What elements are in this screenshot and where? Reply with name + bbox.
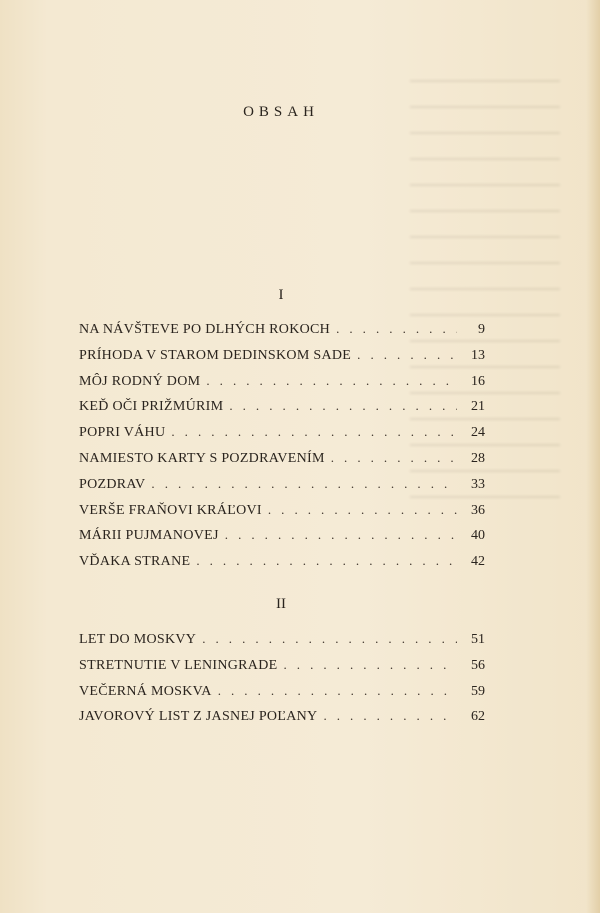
- toc-entry-title: STRETNUTIE V LENINGRADE: [79, 657, 278, 673]
- toc-entry-page: 28: [471, 450, 485, 466]
- toc-entry-page: 9: [478, 322, 485, 337]
- toc-entry: [79, 476, 485, 502]
- toc-entry: [79, 502, 485, 528]
- toc-entry-title: MÁRII PUJMANOVEJ: [79, 528, 219, 544]
- toc-entry-title: POZDRAV: [79, 476, 146, 492]
- toc-entry: [79, 631, 485, 657]
- leader-dots: [218, 683, 457, 699]
- toc-entry-title: MÔJ RODNÝ DOM: [79, 373, 201, 389]
- toc-entry-title: VERŠE FRAŇOVI KRÁĽOVI: [79, 502, 262, 518]
- leader-dots: [336, 321, 457, 337]
- toc-entry: [79, 683, 485, 709]
- toc-entry-title: PRÍHODA V STAROM DEDINSKOM SADE: [79, 347, 352, 363]
- toc-entry: [79, 450, 485, 476]
- page-edge-shadow: [586, 0, 600, 913]
- section-heading-1: I: [278, 287, 284, 303]
- toc-entry: [79, 553, 485, 579]
- leader-dots: [225, 527, 457, 543]
- toc-entry-title: VEČERNÁ MOSKVA: [79, 683, 212, 699]
- toc-entry-page: 56: [471, 657, 485, 673]
- toc-entry: [79, 347, 485, 373]
- toc-entry-title: VĎAKA STRANE: [79, 554, 191, 570]
- toc-entry-page: 42: [471, 554, 485, 570]
- toc-entry: [79, 708, 485, 734]
- toc-entry: [79, 527, 485, 553]
- leader-dots: [202, 631, 457, 647]
- page-title: OBSAH: [243, 104, 319, 120]
- toc-entry: [79, 321, 485, 347]
- toc-entry-title: LET DO MOSKVY: [79, 632, 197, 647]
- section-heading-2: II: [276, 596, 286, 612]
- toc-entry-page: 62: [471, 709, 485, 725]
- leader-dots: [206, 373, 457, 389]
- toc-entry-title: KEĎ OČI PRIŽMÚRIM: [79, 399, 224, 415]
- leader-dots: [323, 708, 457, 724]
- toc-section-2: [79, 631, 485, 734]
- toc-entry-title: POPRI VÁHU: [79, 425, 166, 441]
- toc-entry-title: NA NÁVŠTEVE PO DLHÝCH ROKOCH: [79, 322, 331, 337]
- leader-dots: [357, 347, 457, 363]
- toc-entry-page: 59: [471, 683, 485, 699]
- toc-entry-title: JAVOROVÝ LIST Z JASNEJ POĽANY: [79, 709, 318, 725]
- leader-dots: [331, 450, 457, 466]
- toc-section-1: [79, 321, 485, 579]
- leader-dots: [268, 502, 457, 518]
- toc-entry: [79, 373, 485, 399]
- leader-dots: [229, 398, 457, 414]
- leader-dots: [283, 657, 457, 673]
- toc-entry: [79, 424, 485, 450]
- toc-entry-page: 21: [471, 399, 485, 415]
- toc-entry-page: 40: [471, 528, 485, 544]
- leader-dots: [196, 553, 457, 569]
- toc-entry-page: 13: [471, 347, 485, 363]
- leader-dots: [151, 476, 457, 492]
- toc-entry: [79, 398, 485, 424]
- toc-entry-page: 36: [471, 502, 485, 518]
- toc-entry-page: 51: [471, 632, 485, 647]
- toc-entry-page: 16: [471, 373, 485, 389]
- leader-dots: [171, 424, 457, 440]
- toc-entry: [79, 657, 485, 683]
- toc-entry-page: 33: [471, 476, 485, 492]
- toc-entry-title: NAMIESTO KARTY S POZDRAVENÍM: [79, 450, 325, 466]
- toc-entry-page: 24: [471, 425, 485, 441]
